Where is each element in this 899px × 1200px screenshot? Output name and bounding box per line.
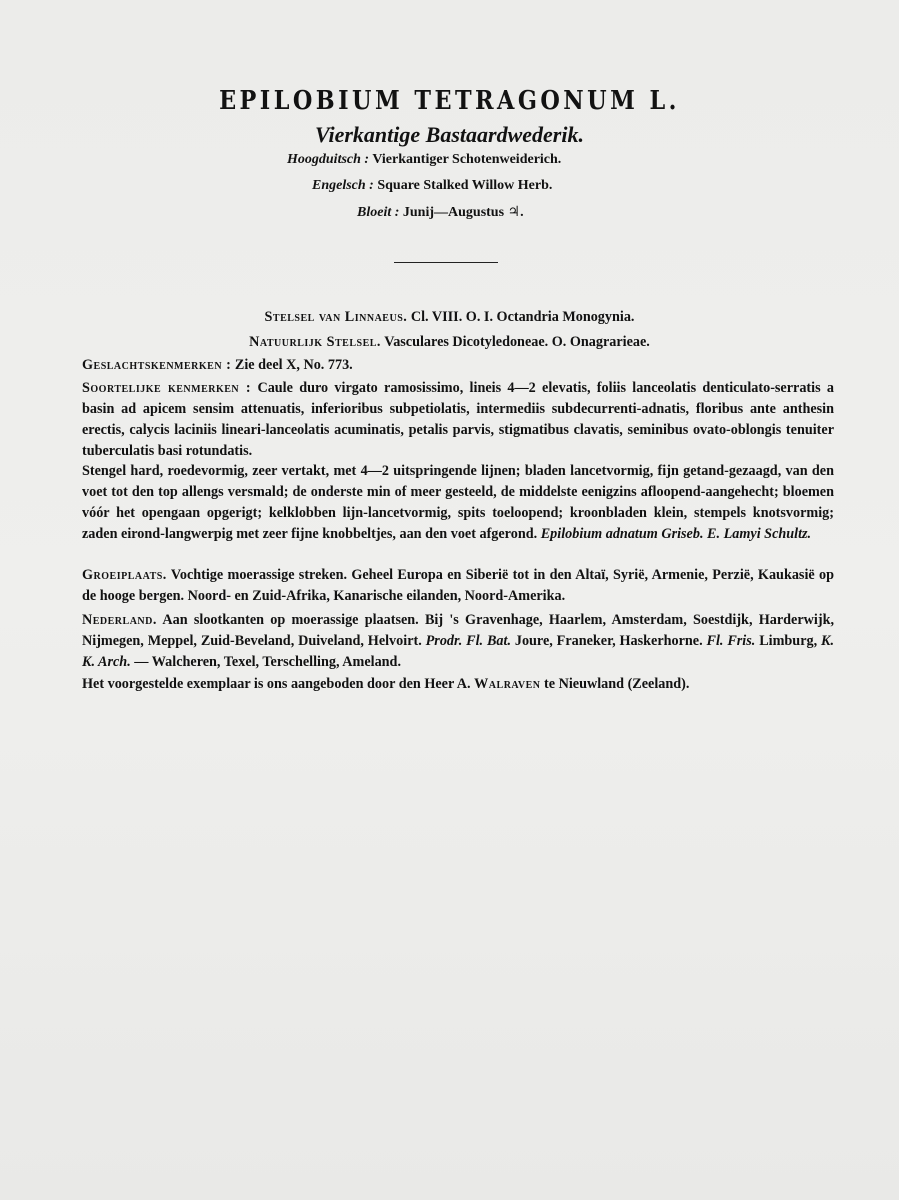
- english-value: Square Stalked Willow Herb.: [377, 178, 553, 193]
- habitat-text: Vochtige moerassige streken. Geheel Europa en Siberië tot in den Altaï, Syrië, Armenie, Perzië, Kaukasië op de hooge bergen. Noord- en Zuid-Afrika, Kanarische eilanden, Noord-Amerika.: [82, 567, 834, 604]
- donor-text-before: Het voorgestelde exemplaar is ons aangeboden door den Heer A.: [82, 676, 471, 692]
- bloom-row: [357, 204, 524, 221]
- genus-label: Geslachtskenmerken :: [82, 357, 232, 373]
- description-text: Stengel hard, roedevormig, zeer vertakt, met 4—2 uitspringende lijnen; bladen lancetvormig, fijn getand-gezaagd, van den voet tot den top allengs versmald; de onderste min of meer gesteeld, de middelste eenigzins afloopend-aangehecht; bloemen vóór het opengaan opgerigt; kelklobben lijn-lancetvormig, spits toeloopend; kroonbladen klein, stempels knotsvormig; zaden eirond-langwerpig met zeer fijne knobbeltjes, aan den voet afgerond.: [82, 463, 834, 542]
- genus-text: Zie deel X, No. 773.: [234, 357, 353, 373]
- german-name-row: [287, 152, 561, 168]
- english-label: Engelsch :: [312, 178, 374, 193]
- species-title: EPILOBIUM TETRAGONUM L.: [219, 86, 680, 116]
- linnaeus-system: [0, 307, 899, 328]
- netherlands-text-1: Aan slootkanten op moerassige plaatsen. Bij 's Gravenhage, Haarlem, Amsterdam, Soestdijk, Harderwijk, Nijmegen, Meppel, Zuid-Beveland, Duiveland, Helvoirt.: [82, 612, 835, 649]
- dutch-name: Vierkantige Bastaardwederik.: [315, 122, 584, 147]
- bloom-value: Junij—Augustus ♃.: [402, 205, 524, 220]
- donor-note: [82, 674, 834, 695]
- natural-label: Natuurlijk Stelsel.: [249, 334, 381, 350]
- genus-characters: [82, 355, 834, 376]
- german-value: Vierkantiger Schotenweiderich.: [372, 152, 562, 167]
- species-characters: [82, 378, 834, 462]
- netherlands-ref-2: Fl. Fris.: [706, 632, 756, 649]
- species-text: Caule duro virgato ramosissimo, lineis 4—2 elevatis, foliis lanceolatis denticulato-serratis a basin ad apicem sensim attenuatis, inferioribus subpetiolatis, intermediis subdecurrenti-adnatis, floribus ante anthesin erectis, calycis laciniis lineari-lanceolatis acuminatis, petalis parvis, stigmatibus clavatis, seminibus ovato-oblongis tenuiter tuberculatis basi rotundatis.: [82, 380, 834, 459]
- netherlands-ref-3: K. K. Arch.: [82, 632, 835, 670]
- netherlands-paragraph: [82, 610, 834, 673]
- natural-system: [0, 332, 899, 353]
- linnaeus-text: Cl. VIII. O. I. Octandria Monogynia.: [410, 309, 635, 325]
- netherlands-ref-1: Prodr. Fl. Bat.: [425, 632, 511, 649]
- natural-text: Vasculares Dicotyledoneae. O. Onagrarieae.: [384, 334, 650, 350]
- german-label: Hoogduitsch :: [287, 152, 370, 167]
- donor-text-after: te Nieuwland (Zeeland).: [544, 676, 690, 692]
- netherlands-text-4: — Walcheren, Texel, Terschelling, Ameland.: [134, 653, 401, 670]
- netherlands-text-2: Joure, Franeker, Haskerhorne.: [514, 632, 703, 649]
- synonyms: Epilobium adnatum Griseb. E. Lamyi Schultz.: [540, 525, 812, 542]
- habitat-label: Groeiplaats.: [82, 567, 167, 583]
- netherlands-text-3: Limburg,: [759, 632, 818, 649]
- divider-rule: [394, 262, 498, 263]
- description-paragraph: [82, 461, 834, 545]
- linnaeus-label: Stelsel van Linnaeus.: [264, 309, 408, 325]
- habitat-paragraph: [82, 565, 834, 607]
- donor-name: Walraven: [474, 676, 541, 692]
- netherlands-label: Nederland.: [82, 612, 157, 628]
- species-label: Soortelijke kenmerken :: [82, 380, 252, 396]
- bloom-label: Bloeit :: [357, 205, 400, 220]
- english-name-row: [312, 178, 552, 194]
